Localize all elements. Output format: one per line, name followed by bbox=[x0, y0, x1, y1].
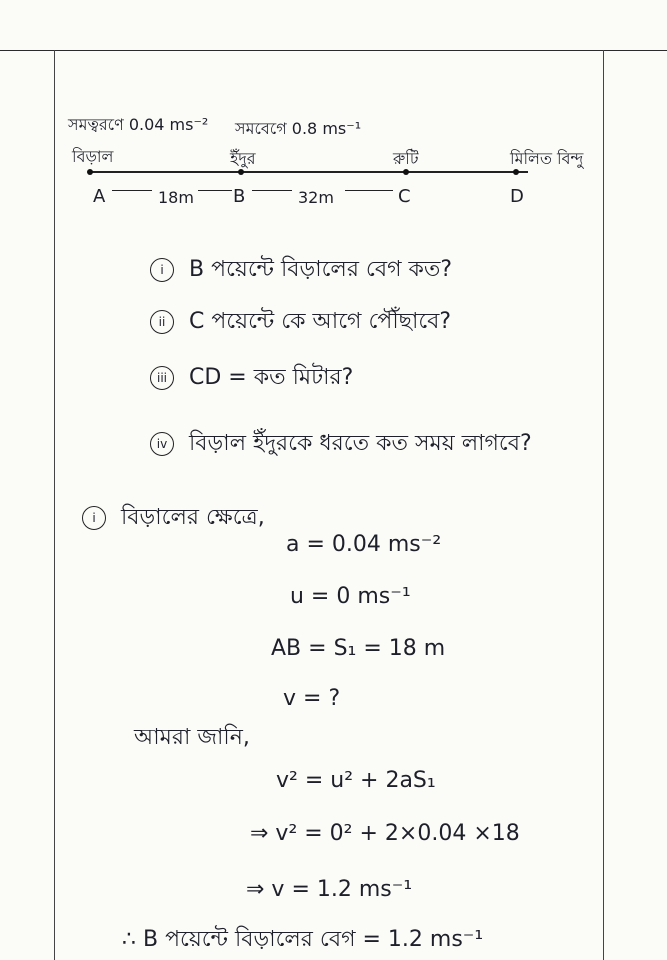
distance-ab: 18m bbox=[158, 188, 194, 207]
solution-conclusion: ∴ B পয়েন্টে বিড়ালের বেগ = 1.2 ms⁻¹ bbox=[122, 927, 484, 952]
point-d-dot bbox=[513, 169, 519, 175]
question-2 bbox=[150, 304, 451, 341]
right-margin-line bbox=[603, 50, 604, 960]
question-3-number: iii bbox=[150, 366, 174, 390]
question-2-text: C পয়েন্টে কে আগে পৌঁছাবে? bbox=[189, 309, 452, 334]
point-b-dot bbox=[238, 169, 244, 175]
point-c-label: C bbox=[398, 186, 411, 207]
diagram-line bbox=[88, 171, 528, 173]
cat-accel-label: সমত্বরণে 0.04 ms⁻² bbox=[68, 115, 209, 134]
given-acceleration: a = 0.04 ms⁻² bbox=[286, 532, 442, 557]
we-know-text: আমরা জানি, bbox=[134, 725, 250, 750]
point-a-dot bbox=[87, 169, 93, 175]
label-mouse: ইঁদুর bbox=[230, 149, 256, 168]
equation-result: ⇒ v = 1.2 ms⁻¹ bbox=[246, 877, 413, 902]
question-1-number: i bbox=[150, 258, 174, 282]
question-4-text: বিড়াল ইঁদুরকে ধরতে কত সময় লাগবে? bbox=[189, 431, 532, 456]
label-meet-point: মিলিত বিন্দু bbox=[510, 149, 584, 168]
top-rule-line bbox=[0, 50, 667, 51]
point-a-label: A bbox=[93, 186, 106, 207]
solution-heading-text: বিড়ালের ক্ষেত্রে, bbox=[121, 505, 265, 530]
distance-bc: 32m bbox=[298, 188, 334, 207]
solution-number: i bbox=[82, 506, 106, 530]
point-b-label: B bbox=[233, 186, 246, 207]
label-bread: রুটি bbox=[393, 149, 419, 168]
question-1-text: B পয়েন্টে বিড়ালের বেগ কত? bbox=[189, 257, 453, 282]
solution-heading bbox=[82, 500, 265, 537]
left-margin-line bbox=[54, 50, 55, 960]
question-4 bbox=[150, 426, 532, 463]
question-1 bbox=[150, 252, 452, 289]
question-3 bbox=[150, 360, 353, 397]
arrow-ab-right bbox=[198, 190, 232, 191]
arrow-a-left bbox=[112, 190, 152, 191]
question-4-number: iv bbox=[150, 432, 174, 456]
label-cat: বিড়াল bbox=[72, 147, 114, 166]
given-initial-velocity: u = 0 ms⁻¹ bbox=[290, 584, 411, 609]
equation-motion: v² = u² + 2aS₁ bbox=[276, 768, 436, 793]
question-2-number: ii bbox=[150, 310, 174, 334]
question-3-text: CD = কত মিটার? bbox=[189, 365, 354, 390]
arrow-b-left bbox=[252, 190, 292, 191]
point-c-dot bbox=[403, 169, 409, 175]
given-distance: AB = S₁ = 18 m bbox=[271, 636, 446, 661]
mouse-speed-label: সমবেগে 0.8 ms⁻¹ bbox=[235, 119, 362, 138]
point-d-label: D bbox=[510, 186, 524, 207]
arrow-bc-right bbox=[345, 190, 393, 191]
given-final-velocity: v = ? bbox=[283, 686, 341, 711]
equation-substitution: ⇒ v² = 0² + 2×0.04 ×18 bbox=[250, 821, 520, 846]
